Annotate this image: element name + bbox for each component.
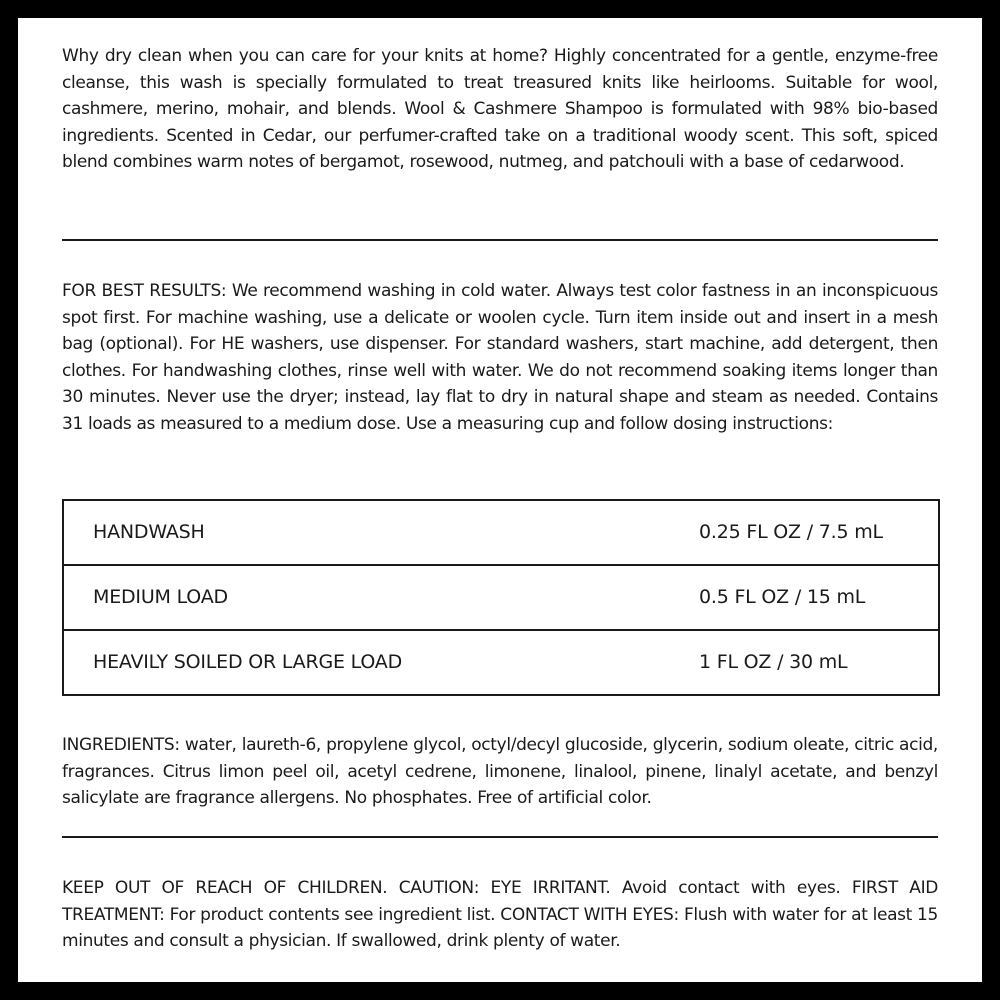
dose-amount: 0.5 FL OZ / 15 mL [699, 565, 939, 630]
dosing-table [62, 499, 940, 696]
safety-warnings: KEEP OUT OF REACH OF CHILDREN. CAUTION: EYE IRRITANT. Avoid contact with eyes. FIRST AID TREATMENT: For product contents see ingredient list. CONTACT WITH EYES: Flush with water for at least 15 minutes and consult a physician. If swallowed, drink plenty of water. [62, 878, 938, 952]
dose-load-label: MEDIUM LOAD [63, 565, 699, 630]
dose-load-label: HEAVILY SOILED OR LARGE LOAD [63, 630, 699, 695]
dose-load-label: HANDWASH [63, 500, 699, 565]
divider-bottom [62, 836, 938, 838]
ingredients-list: INGREDIENTS: water, laureth-6, propylene glycol, octyl/decyl glucoside, glycerin, sodium oleate, citric acid, fragrances. Citrus limon peel oil, acetyl cedrene, limonene, linalool, pinene, linalyl acetate, and benzyl salicylate are fragrance allergens. No phosphates. Free of artificial color. [62, 735, 938, 809]
table-row [63, 500, 939, 565]
best-results-instructions: FOR BEST RESULTS: We recommend washing in cold water. Always test color fastness in an inconspicuous spot first. For machine washing, use a delicate or woolen cycle. Turn item inside out and insert in a mesh bag (optional). For HE washers, use dispenser. For standard washers, start machine, add detergent, then clothes. For handwashing clothes, rinse well with water. We do not recommend soaking items longer than 30 minutes. Never use the dryer; instead, lay flat to dry in natural shape and steam as needed. Contains 31 loads as measured to a medium dose. Use a measuring cup and follow dosing instructions: [62, 281, 938, 434]
dose-amount: 1 FL OZ / 30 mL [699, 630, 939, 695]
divider-top [62, 239, 938, 241]
table-row [63, 565, 939, 630]
table-row [63, 630, 939, 695]
product-description: Why dry clean when you can care for your knits at home? Highly concentrated for a gentle, enzyme-free cleanse, this wash is specially formulated to treat treasured knits like heirlooms. Suitable for wool, cashmere, merino, mohair, and blends. Wool & Cashmere Shampoo is formulated with 98% bio-based ingredients. Scented in Cedar, our perfumer-crafted take on a traditional woody scent. This soft, spiced blend combines warm notes of bergamot, rosewood, nutmeg, and patchouli with a base of cedarwood. [62, 46, 938, 173]
dose-amount: 0.25 FL OZ / 7.5 mL [699, 500, 939, 565]
label-panel [18, 18, 982, 982]
